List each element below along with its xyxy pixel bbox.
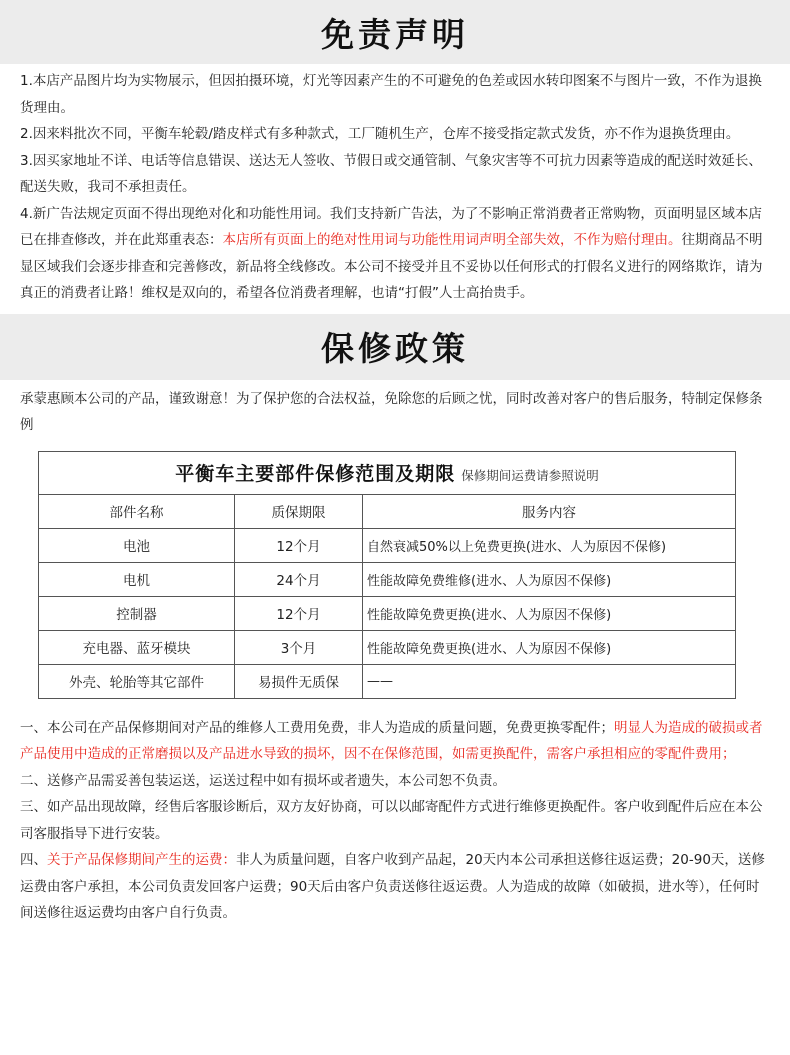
header-warranty-period: 质保期限 bbox=[235, 494, 363, 528]
disclaimer-item-1: 1.本店产品图片均为实物展示，但因拍摄环境，灯光等因素产生的不可避免的色差或因水转印图案不与图片一致，不作为退换货理由。 bbox=[20, 73, 762, 116]
table-header-row bbox=[39, 494, 736, 528]
cell-service: 性能故障免费更换(进水、人为原因不保修) bbox=[363, 630, 736, 664]
cell-period: 易损件无质保 bbox=[235, 664, 363, 698]
cell-part-name: 充电器、蓝牙模块 bbox=[39, 630, 235, 664]
disclaimer-item-2: 2.因来料批次不同，平衡车轮毂/踏皮样式有多种款式，工厂随机生产，仓库不接受指定款式发货，亦不作为退换货理由。 bbox=[20, 126, 740, 142]
table-row bbox=[39, 528, 736, 562]
term-2: 二、送修产品需妥善包装运送，运送过程中如有损坏或者遗失，本公司恕不负责。 bbox=[20, 772, 506, 789]
cell-period: 24个月 bbox=[235, 562, 363, 596]
cell-period: 12个月 bbox=[235, 528, 363, 562]
table-title: 平衡车主要部件保修范围及期限 bbox=[175, 463, 456, 485]
term-1-highlight: 明显人为造成的破损或者产品使用中造成的正常磨损以及产品进水导致的损坏，因不在保修范围，如需更换配件，需客户承担相应的零配件费用； bbox=[20, 719, 763, 762]
disclaimer-item-4-text-a: 4.新广告法规定页面不得出现绝对化和功能性用词。我们支持新广告法，为了不影响正常消费者正常购物，页面明显区域本店已在排查修改，并在此郑重表态： bbox=[20, 205, 762, 248]
table-row bbox=[39, 562, 736, 596]
term-4-prefix: 四、 bbox=[20, 852, 47, 868]
cell-service: —— bbox=[363, 664, 736, 698]
term-4-text: 非人为质量问题，自客户收到产品起，20天内本公司承担送修往返运费；20-90天，送修运费由客户承担，本公司负责发回客户运费；90天后由客户负责送修往返运费。人为造成的故障（如破损，进水等），任何时间送修往返运费均由客户自行负责。 bbox=[20, 852, 765, 921]
header-service-content: 服务内容 bbox=[363, 494, 736, 528]
warranty-banner bbox=[0, 314, 790, 380]
disclaimer-item-4-highlight: 本店所有页面上的绝对性用词与功能性用词声明全部失效，不作为赔付理由。 bbox=[222, 232, 682, 248]
warranty-table-wrapper bbox=[0, 439, 790, 699]
warranty-terms bbox=[0, 699, 790, 927]
cell-period: 3个月 bbox=[235, 630, 363, 664]
disclaimer-item-3: 3.因买家地址不详、电话等信息错误、送达无人签收、节假日或交通管制、气象灾害等不可抗力因素等造成的配送时效延长、配送失败，我司不承担责任。 bbox=[20, 152, 762, 195]
cell-part-name: 外壳、轮胎等其它部件 bbox=[39, 664, 235, 698]
term-1 bbox=[0, 715, 790, 768]
table-title-row bbox=[39, 451, 736, 494]
table-title-cell bbox=[39, 451, 736, 494]
disclaimer-banner bbox=[0, 0, 790, 64]
cell-part-name: 电机 bbox=[39, 562, 235, 596]
cell-period: 12个月 bbox=[235, 596, 363, 630]
table-row bbox=[39, 664, 736, 698]
table-subtitle: 保修期间运费请参照说明 bbox=[461, 468, 599, 483]
disclaimer-item-4-text-b: 往期商品不明显区域我们会逐步排查和完善修改，新品将全线修改。本公司不接受并且不妥协以任何形式的打假名义进行的网络欺诈，请为真正的消费者让路！维权是双向的，希望各位消费者理解，也请“打假”人士高抬贵手。 bbox=[20, 232, 763, 301]
table-row bbox=[39, 596, 736, 630]
cell-part-name: 电池 bbox=[39, 528, 235, 562]
term-3: 三、如产品出现故障，经售后客服诊断后，双方友好协商，可以以邮寄配件方式进行维修更换配件。客户收到配件后应在本公司客服指导下进行安装。 bbox=[20, 799, 763, 842]
cell-service: 性能故障免费维修(进水、人为原因不保修) bbox=[363, 562, 736, 596]
header-part-name: 部件名称 bbox=[39, 494, 235, 528]
warranty-title: 保修政策 bbox=[321, 329, 469, 368]
cell-part-name: 控制器 bbox=[39, 596, 235, 630]
term-4 bbox=[0, 847, 790, 927]
disclaimer-item-4 bbox=[0, 201, 790, 307]
disclaimer-title: 免责声明 bbox=[321, 14, 469, 54]
table-row bbox=[39, 630, 736, 664]
warranty-intro: 承蒙惠顾本公司的产品，谨致谢意！为了保护您的合法权益，免除您的后顾之忧，同时改善对客户的售后服务，特制定保修条例 bbox=[20, 390, 763, 433]
warranty-table bbox=[38, 451, 736, 699]
disclaimer-section bbox=[0, 64, 790, 307]
cell-service: 自然衰减50%以上免费更换(进水、人为原因不保修) bbox=[363, 528, 736, 562]
term-4-highlight: 关于产品保修期间产生的运费： bbox=[47, 852, 236, 868]
cell-service: 性能故障免费更换(进水、人为原因不保修) bbox=[363, 596, 736, 630]
term-1-text: 一、本公司在产品保修期间对产品的维修人工费用免费，非人为造成的质量问题，免费更换零配件； bbox=[20, 719, 614, 736]
